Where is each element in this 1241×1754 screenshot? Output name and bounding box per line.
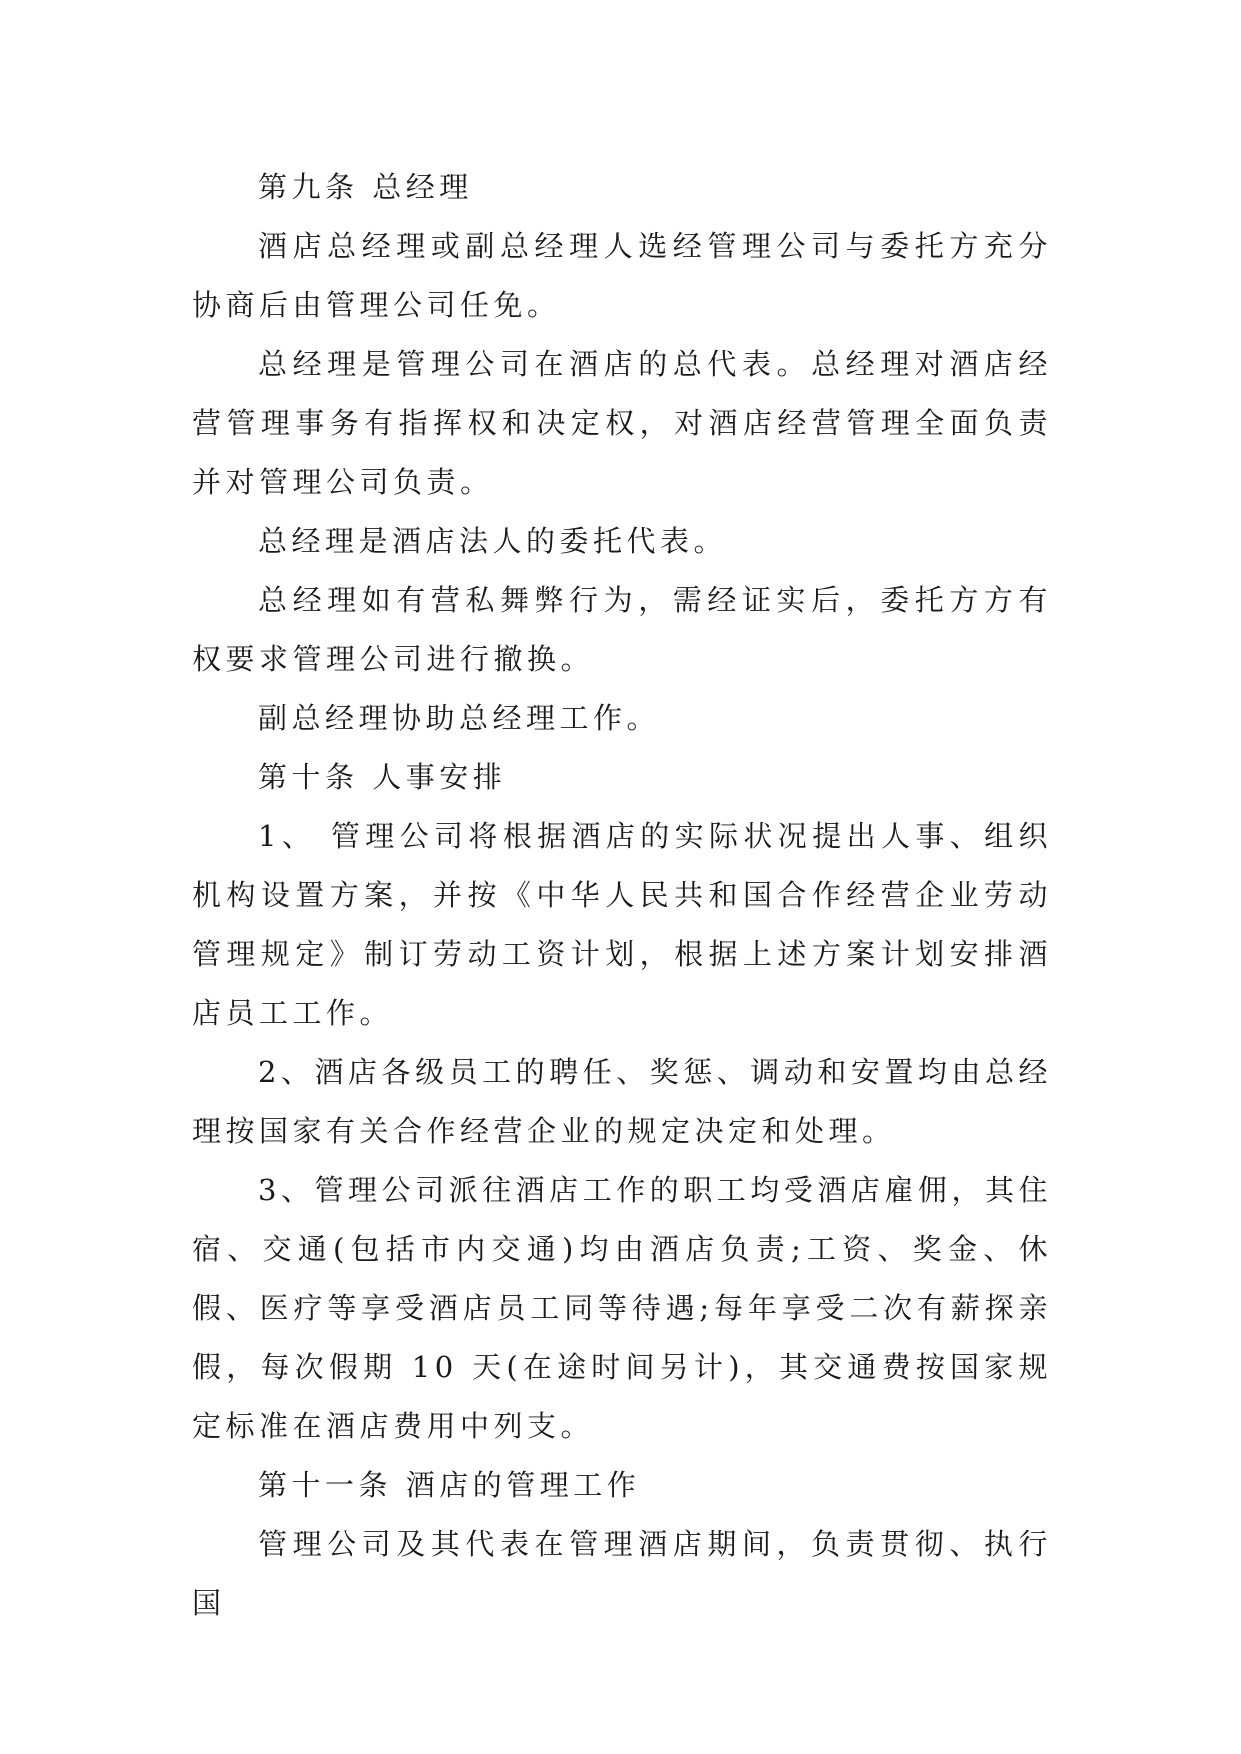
paragraph: 2、酒店各级员工的聘任、奖惩、调动和安置均由总经理按国家有关合作经营企业的规定决定和处理。: [192, 1055, 1052, 1148]
paragraph: 管理公司及其代表在管理酒店期间，负责贯彻、执行国: [192, 1527, 1052, 1620]
article-heading: 第十条 人事安排: [258, 760, 507, 794]
paragraph: 1、 管理公司将根据酒店的实际状况提出人事、组织机构设置方案，并按《中华人民共和国合作经营企业劳动管理规定》制订劳动工资计划，根据上述方案计划安排酒店员工工作。: [192, 819, 1052, 1030]
article-heading: 第十一条 酒店的管理工作: [258, 1468, 641, 1502]
paragraph: 总经理如有营私舞弊行为，需经证实后，委托方方有权要求管理公司进行撤换。: [192, 583, 1052, 676]
paragraph: 总经理是管理公司在酒店的总代表。总经理对酒店经营管理事务有指挥权和决定权，对酒店经营管理全面负责并对管理公司负责。: [192, 347, 1052, 499]
paragraph: 酒店总经理或副总经理人选经管理公司与委托方充分协商后由管理公司任免。: [192, 229, 1052, 322]
paragraph: 总经理是酒店法人的委托代表。: [258, 524, 728, 558]
article-heading: 第九条 总经理: [258, 170, 473, 204]
document-body: [192, 158, 1052, 1633]
paragraph: 副总经理协助总经理工作。: [258, 701, 661, 735]
paragraph: 3、管理公司派往酒店工作的职工均受酒店雇佣，其住宿、交通(包括市内交通)均由酒店负责;工资、奖金、休假、医疗等享受酒店员工同等待遇;每年享受二次有薪探亲假，每次假期 10 天(在途时间另计)，其交通费按国家规定标准在酒店费用中列支。: [192, 1173, 1052, 1443]
